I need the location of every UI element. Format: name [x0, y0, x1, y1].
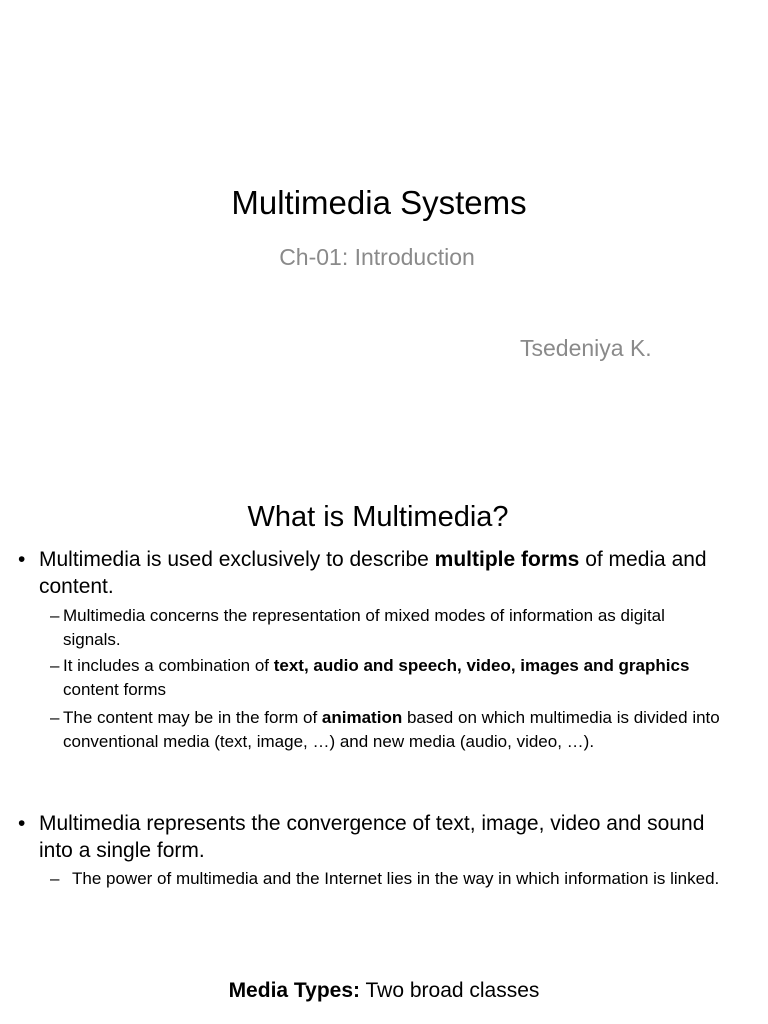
dash-marker: – [50, 869, 60, 888]
bold-text: Media Types: [228, 979, 361, 1002]
sub-bullet-item [50, 706, 750, 754]
slide-subtitle: Ch-01: Introduction [279, 244, 475, 270]
slide-author: Tsedeniya K. [520, 335, 652, 361]
sub-bullet-item [50, 867, 758, 891]
dash-marker: – [50, 656, 60, 675]
sub-bullet-item [50, 604, 720, 652]
sub-bullet-text: The content may be in the form of animation based on which multimedia is divided into conventional media (text, image, …) and new media (audio, video, …). [63, 708, 720, 751]
next-heading: Media Types: Two broad classes [228, 979, 540, 1002]
sub-bullet-text: It includes a combination of text, audio and speech, video, images and graphics content forms [63, 656, 690, 699]
slide-title: Multimedia Systems [231, 184, 527, 221]
bullet-text: Multimedia is used exclusively to describe multiple forms of media and content. [39, 548, 707, 598]
dash-marker: – [50, 708, 60, 727]
sub-bullet-text: The power of multimedia and the Internet lies in the way in which information is linked. [72, 869, 720, 888]
bold-text: animation [321, 708, 403, 727]
bullet-text: Multimedia represents the convergence of text, image, video and sound into a single form. [39, 812, 705, 862]
bullet-marker: • [18, 812, 26, 835]
dash-marker: – [50, 606, 60, 625]
bold-text: multiple forms [434, 548, 580, 571]
section-heading: What is Multimedia? [247, 501, 509, 533]
sub-bullet-item [50, 654, 720, 702]
sub-bullet-text: Multimedia concerns the representation of mixed modes of information as digital signals. [63, 606, 665, 649]
bullet-item [18, 546, 738, 600]
bullet-item [18, 810, 738, 864]
bullet-marker: • [18, 548, 26, 571]
bold-text: text, audio and speech, video, images and graphics [273, 656, 690, 675]
